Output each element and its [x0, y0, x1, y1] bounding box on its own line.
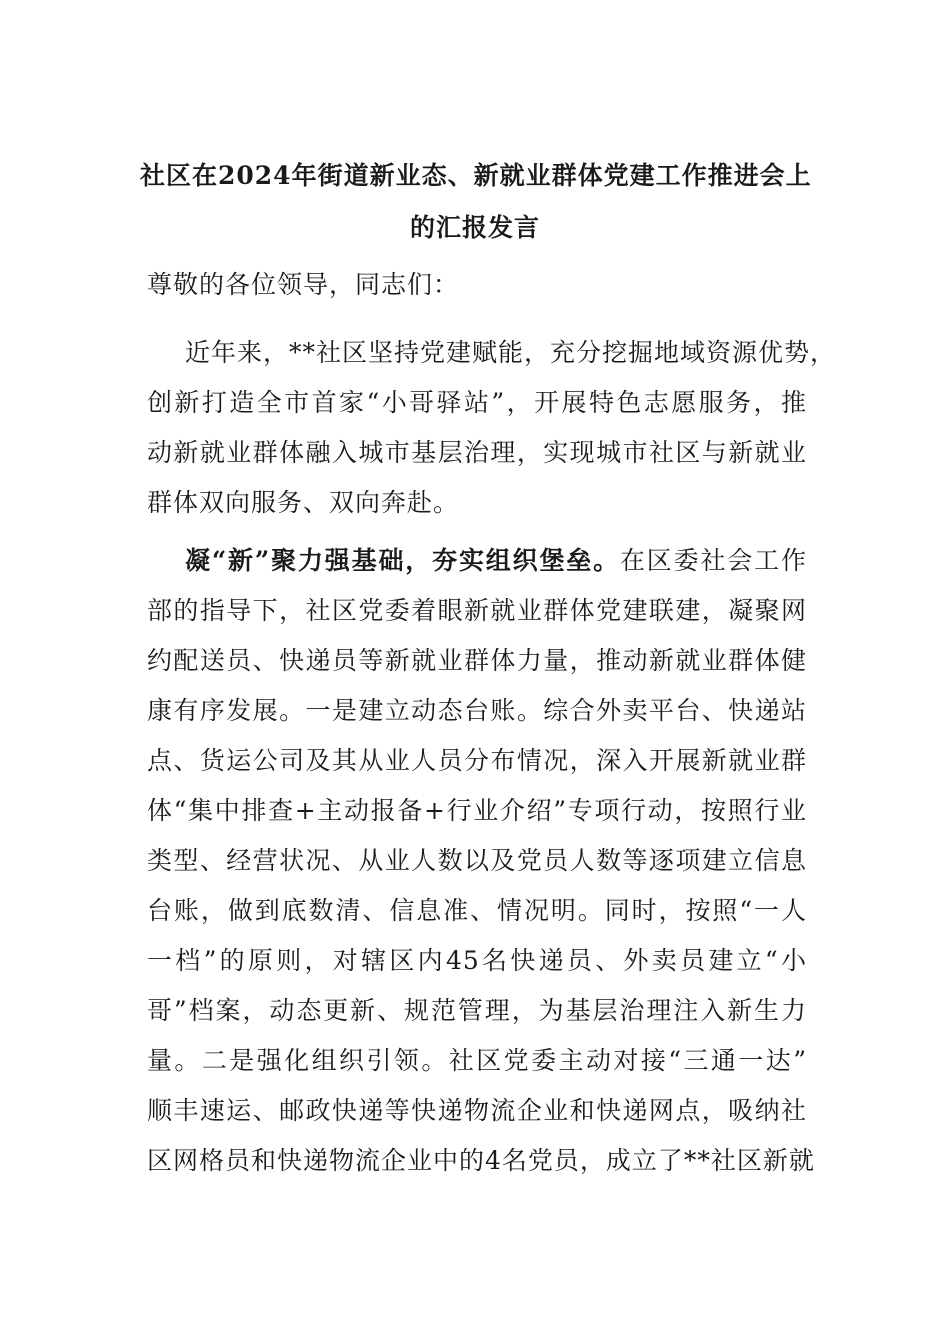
paragraph-line: 康有序发展。一是建立动态台账。综合外卖平台、快递站: [147, 696, 807, 725]
paragraph-line: 群体双向服务、双向奔赴。: [147, 488, 460, 517]
paragraph-organization: [147, 536, 815, 1186]
paragraph-line: 量。二是强化组织引领。社区党委主动对接“三通一达”: [147, 1046, 807, 1075]
paragraph-line: 哥”档案，动态更新、规范管理，为基层治理注入新生力: [147, 996, 807, 1025]
paragraph-line: 一档”的原则，对辖区内45名快递员、外卖员建立“小: [147, 946, 807, 975]
paragraph-first-rest: 在区委社会工作: [619, 546, 807, 575]
paragraph-line: 动新就业群体融入城市基层治理，实现城市社区与新就业: [147, 438, 807, 467]
document-title: [140, 150, 810, 254]
greeting: [147, 260, 807, 310]
title-line-2: 的汇报发言: [409, 213, 540, 242]
paragraph-line: 近年来，**社区坚持党建赋能，充分挖掘地域资源优势，: [185, 338, 837, 367]
paragraph-line: 创新打造全市首家“小哥驿站”，开展特色志愿服务，推: [147, 388, 807, 417]
paragraph-heading: 凝“新”聚力强基础，夯实组织堡垒。: [185, 546, 620, 575]
paragraph-line: 台账，做到底数清、信息准、情况明。同时，按照“一人: [147, 896, 807, 925]
paragraph-line: 顺丰速运、邮政快递等快递物流企业和快递网点，吸纳社: [147, 1096, 807, 1125]
paragraph-line: 体“集中排查+主动报备+行业介绍”专项行动，按照行业: [147, 796, 807, 825]
paragraph-line: 区网格员和快递物流企业中的4名党员，成立了**社区新就: [147, 1146, 815, 1175]
paragraph-line: 部的指导下，社区党委着眼新就业群体党建联建，凝聚网: [147, 596, 807, 625]
paragraph-line: 点、货运公司及其从业人员分布情况，深入开展新就业群: [147, 746, 807, 775]
paragraph-line: 约配送员、快递员等新就业群体力量，推动新就业群体健: [147, 646, 807, 675]
paragraph-first-line: [147, 536, 807, 586]
paragraph-intro: [147, 328, 837, 528]
paragraph-line: 类型、经营状况、从业人数以及党员人数等逐项建立信息: [147, 846, 807, 875]
title-line-1: 社区在2024年街道新业态、新就业群体党建工作推进会上: [140, 161, 812, 190]
greeting-text: 尊敬的各位领导，同志们：: [147, 270, 460, 299]
